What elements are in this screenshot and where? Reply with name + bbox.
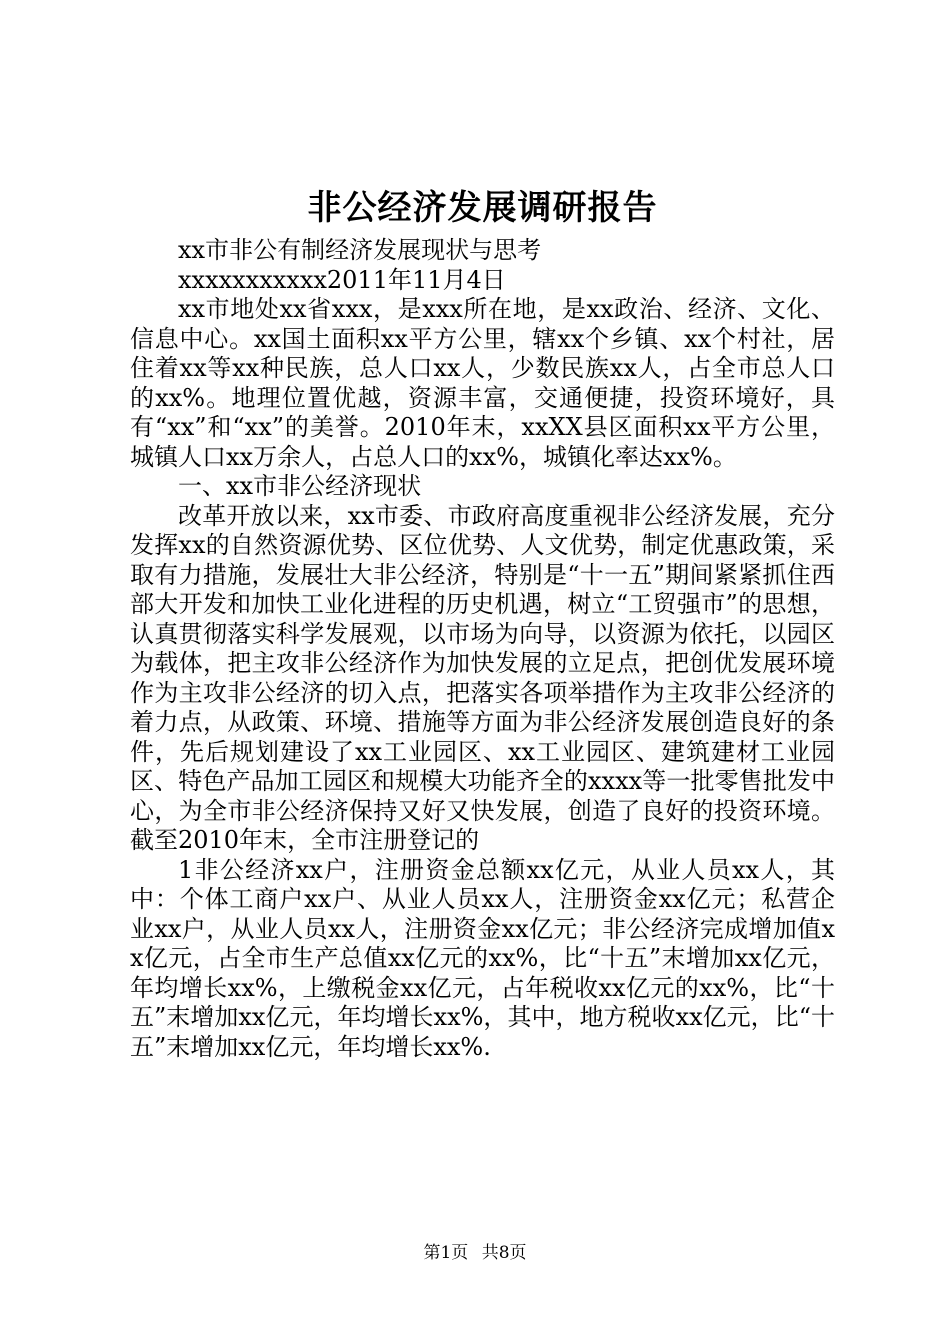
subtitle-paragraph: xx市非公有制经济发展现状与思考 (178, 236, 542, 264)
document-page (130, 186, 835, 1062)
author-date-paragraph: xxxxxxxxxxx2011年11月4日 (178, 265, 506, 294)
page-total: 共8页 (481, 1243, 527, 1263)
body-paragraph: 1非公经济xx户，注册资金总额xx亿元，从业人员xx人，其中：个体工商户xx户、从业人员xx人，注册资金xx亿元；私营企业xx户，从业人员xx人，注册资金xx亿元；非公经济完成增加值xx亿元，占全市生产总值xx亿元的xx%，比“十五”末增加xx亿元，年均增长xx%，上缴税金xx亿元，占年税收xx亿元的xx%，比“十五”末增加xx亿元，年均增长xx%，其中，地方税收xx亿元，比“十五”末增加xx亿元，年均增长xx%. (130, 855, 835, 1061)
intro-paragraph: xx市地处xx省xxx，是xxx所在地，是xx政治、经济、文化、信息中心。xx国土面积xx平方公里，辖xx个乡镇、xx个村社，居住着xx等xx种民族，总人口xx人，少数民族xx人，占全市总人口的xx%。地理位置优越，资源丰富，交通便捷，投资环境好，具有“xx”和“xx”的美誉。2010年末，xxXX县区面积xx平方公里，城镇人口xx万余人，占总人口的xx%，城镇化率达xx%。 (130, 295, 835, 471)
section-heading: 一、xx市非公经济现状 (178, 472, 422, 500)
page-number: 第1页 (423, 1243, 469, 1263)
page-footer (0, 1242, 950, 1264)
document-title: 非公经济发展调研报告 (307, 188, 658, 228)
body-paragraph: 改革开放以来，xx市委、市政府高度重视非公经济发展，充分发挥xx的自然资源优势、区位优势、人文优势，制定优惠政策，采取有力措施，发展壮大非公经济，特别是“十一五”期间紧紧抓住西部大开发和加快工业化进程的历史机遇，树立“工贸强市”的思想，认真贯彻落实科学发展观，以市场为向导，以资源为依托，以园区为载体，把主攻非公经济作为加快发展的立足点，把创优发展环境作为主攻非公经济的切入点，把落实各项举措作为主攻非公经济的着力点，从政策、环境、措施等方面为非公经济发展创造良好的条件，先后规划建设了xx工业园区、xx工业园区、建筑建材工业园区、特色产品加工园区和规模大功能齐全的xxxx等一批零售批发中心，为全市非公经济保持又好又快发展，创造了良好的投资环境。截至2010年末，全市注册登记的 (130, 501, 835, 854)
